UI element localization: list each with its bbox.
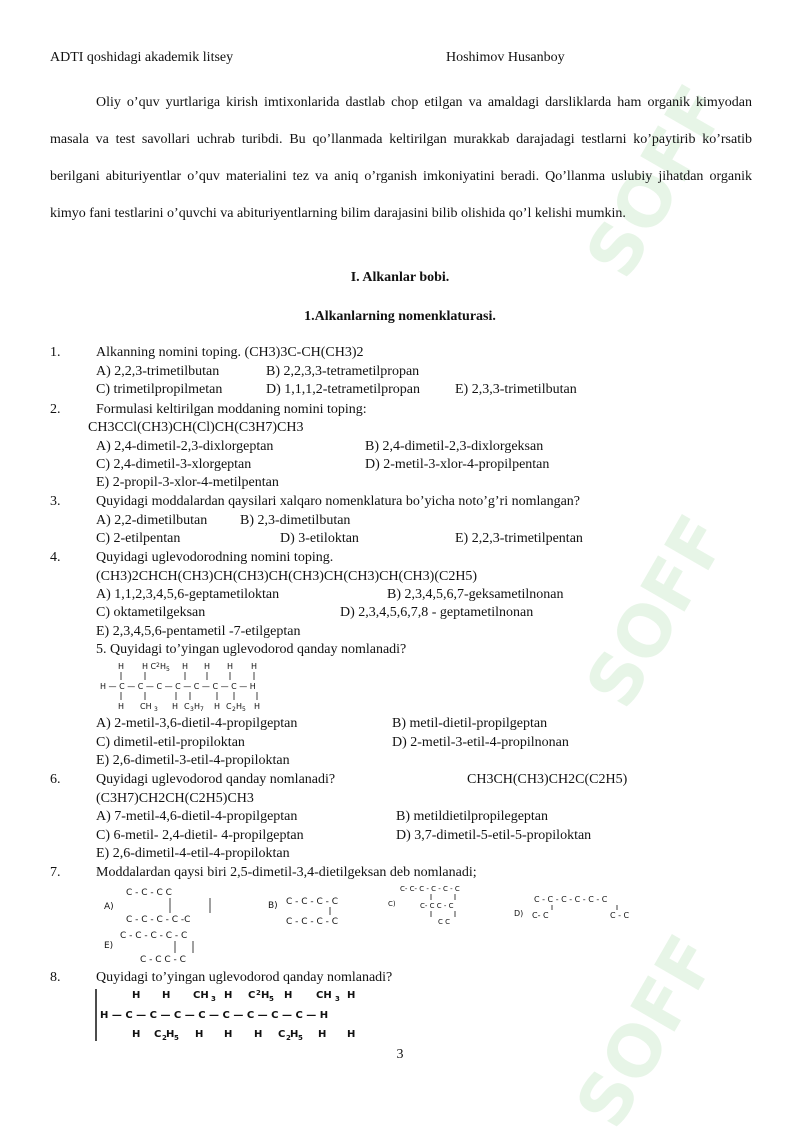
svg-text:C - C - C - C - C -: C - C - C - C - C - C — [534, 895, 608, 904]
svg-text:3: 3 — [190, 706, 194, 712]
intro-text: Oliy o’quv yurtlariga kirish imtixonlarida dastlab chop etilgan va amaldagi darsliklarda ham organik kimyodan masala va test savollari uchrab turibdi. Bu qo’llanmada keltirilgan murakkab darajadagi testlarni ko’paytirib ko’rsatib berilgani abituriyentlar o’quv materialini tez va aniq o’rganish imkoniyatini beradi. Qo’llanma uslubiy jihatdan organik kimyo fani testlarini o’quvchi va abituriyentlarning bilim darajasini bilib olishida qo’l kelishi mumkin. — [50, 95, 752, 221]
svg-text:E): E) — [104, 941, 114, 951]
question-text: Quyidagi uglevodorod qanday nomlanadi? — [96, 772, 336, 787]
svg-text:H: H — [182, 662, 189, 671]
svg-text:C: C — [248, 990, 256, 1001]
option-a: A) 1,1,2,3,4,5,6-geptametiloktan — [96, 587, 280, 602]
option-d: D) 2-metil-3-etil-4-propilnonan — [392, 735, 569, 750]
svg-text:H: H — [204, 662, 211, 671]
svg-text:C C: C C — [438, 918, 451, 926]
svg-text:C - C - C - C: C - C - C - C — [286, 917, 339, 927]
svg-text:C- C C - C: C- C C - C — [420, 902, 454, 910]
option-e: E) 2,3,3-trimetilbutan — [455, 382, 577, 397]
svg-text:H: H — [318, 1029, 327, 1040]
svg-text:H: H — [132, 990, 141, 1001]
svg-text:5: 5 — [174, 1034, 179, 1042]
option-d: D) 3-etiloktan — [280, 531, 359, 546]
svg-text:C: C — [226, 702, 232, 711]
section-title: I. Alkanlar bobi. — [350, 270, 450, 285]
option-c: C) 2,4-dimetil-3-xlorgeptan — [96, 457, 252, 472]
svg-text:D): D) — [514, 909, 524, 918]
svg-text:CH: CH — [140, 702, 152, 711]
svg-text:H — C — C — C — C — C — C — C: H — C — C — C — C — C — C — C — C — H — [100, 1010, 329, 1021]
question-formula: (CH3)2CHCH(CH3)CH(CH3)CH(CH3)CH(CH3)CH(CH3)(C2H5) — [96, 569, 478, 584]
header-right: Hoshimov Husanboy — [446, 50, 565, 65]
svg-text:C: C — [184, 702, 190, 711]
svg-text:H: H — [160, 662, 167, 671]
svg-text:2: 2 — [256, 989, 261, 997]
svg-text:3: 3 — [335, 995, 340, 1003]
svg-text:H: H — [162, 990, 171, 1001]
svg-text:H — C — C — C — C — C — C — C: H — C — C — C — C — C — C — C — H — [100, 682, 256, 691]
svg-text:C): C) — [388, 900, 396, 908]
question-text: Quyidagi to’yingan uglevodorod qanday nomlanadi? — [96, 970, 393, 985]
svg-text:7: 7 — [200, 706, 204, 712]
option-b: B) metil-dietil-propilgeptan — [392, 716, 548, 731]
question-number: 7. — [50, 865, 61, 880]
option-e: E) 2,3,4,5,6-pentametil -7-etilgeptan — [96, 624, 301, 639]
svg-text:C - C - C - C: C - C - C - C — [286, 897, 339, 907]
question-text: Alkanning nomini toping. (CH3)3C-CH(CH3)2 — [96, 345, 364, 360]
svg-text:H: H — [261, 990, 270, 1001]
svg-text:5: 5 — [242, 706, 246, 712]
svg-text:H: H — [194, 702, 201, 711]
option-d: D) 3,7-dimetil-5-etil-5-propiloktan — [396, 828, 592, 843]
svg-text:C - C - C - C - C: C - C - C - C - C — [120, 931, 188, 941]
option-c: C) 2-etilpentan — [96, 531, 181, 546]
header-left: ADTI qoshidagi akademik litsey — [50, 50, 234, 65]
question-number: 2. — [50, 402, 61, 417]
svg-text:H: H — [166, 1029, 175, 1040]
option-a: A) 2-metil-3,6-dietil-4-propilgeptan — [96, 716, 298, 731]
option-e: E) 2,6-dimetil-4-etil-4-propiloktan — [96, 846, 290, 861]
option-e: E) 2-propil-3-xlor-4-metilpentan — [96, 475, 279, 490]
svg-text:H: H — [195, 1029, 204, 1040]
svg-text:H: H — [214, 702, 221, 711]
intro-paragraph — [50, 84, 752, 232]
option-d: D) 1,1,1,2-tetrametilpropan — [266, 382, 420, 397]
svg-text:3: 3 — [211, 995, 216, 1003]
svg-text:5: 5 — [166, 666, 170, 673]
question-text: 5. Quyidagi to’yingan uglevodorod qanday nomlanadi? — [96, 642, 407, 657]
svg-text:B): B) — [268, 901, 278, 911]
question-number: 4. — [50, 550, 61, 565]
svg-text:2: 2 — [286, 1034, 291, 1042]
question-number: 8. — [50, 970, 61, 985]
option-b: B) metildietilpropilegeptan — [396, 809, 549, 824]
svg-text:H: H — [224, 990, 233, 1001]
answer-structures — [100, 882, 660, 968]
svg-text:5: 5 — [269, 995, 274, 1003]
svg-text:H: H — [254, 702, 261, 711]
option-d: D) 2,3,4,5,6,7,8 - geptametilnonan — [340, 605, 534, 620]
svg-text:H C: H C — [142, 662, 157, 671]
svg-text:H: H — [132, 1029, 141, 1040]
svg-text:C: C — [154, 1029, 162, 1040]
svg-text:H: H — [118, 702, 125, 711]
subsection-title: 1.Alkanlarning nomenklaturasi. — [304, 309, 496, 324]
svg-text:H: H — [172, 702, 179, 711]
svg-text:C - C C - C: C - C C - C — [140, 955, 186, 965]
question-formula-continued: (C3H7)CH2CH(C2H5)CH3 — [96, 791, 254, 806]
option-c: C) oktametilgeksan — [96, 605, 206, 620]
structural-formula — [96, 660, 296, 712]
option-b: B) 2,3-dimetilbutan — [240, 513, 351, 528]
watermark: SOFF — [570, 501, 744, 721]
svg-text:H: H — [118, 662, 125, 671]
svg-text:H: H — [227, 662, 234, 671]
question-text: Moddalardan qaysi biri 2,5-dimetil-3,4-dietilgeksan deb nomlanadi; — [96, 865, 477, 880]
question-number: 6. — [50, 772, 61, 787]
option-a: A) 2,2,3-trimetilbutan — [96, 364, 220, 379]
option-a: A) 2,2-dimetilbutan — [96, 513, 208, 528]
option-e: E) 2,2,3-trimetilpentan — [455, 531, 583, 546]
option-c: C) trimetilpropilmetan — [96, 382, 223, 397]
option-c: C) dimetil-etil-propiloktan — [96, 735, 245, 750]
svg-text:C- C: C- C — [532, 911, 549, 920]
question-number: 1. — [50, 345, 61, 360]
option-b: B) 2,4-dimetil-2,3-dixlorgeksan — [365, 439, 544, 454]
option-e: E) 2,6-dimetil-3-etil-4-propiloktan — [96, 753, 290, 768]
option-c: C) 6-metil- 2,4-dietil- 4-propilgeptan — [96, 828, 304, 843]
svg-text:C - C - C - C -C: C - C - C - C -C — [126, 915, 191, 925]
question-text: Formulasi keltirilgan moddaning nomini toping: — [96, 402, 367, 417]
svg-text:A): A) — [104, 902, 114, 912]
question-formula: CH3CH(CH3)CH2C(C2H5) — [467, 772, 628, 787]
question-formula: CH3CCl(CH3)CH(Cl)CH(C3H7)CH3 — [88, 420, 304, 435]
svg-text:H: H — [347, 990, 356, 1001]
watermark: SOFF — [570, 71, 744, 291]
svg-text:CH: CH — [316, 990, 332, 1001]
svg-text:C - C - C C: C - C - C C — [126, 888, 172, 898]
page-number: 3 — [396, 1047, 404, 1062]
watermark: SOFF — [560, 921, 734, 1141]
svg-text:2: 2 — [162, 1034, 167, 1042]
svg-text:H: H — [251, 662, 258, 671]
svg-text:2: 2 — [232, 706, 236, 712]
svg-text:H: H — [236, 702, 243, 711]
svg-text:H: H — [347, 1029, 356, 1040]
svg-text:5: 5 — [298, 1034, 303, 1042]
svg-text:H: H — [224, 1029, 233, 1040]
svg-text:C - C: C - C — [610, 911, 630, 920]
svg-text:CH: CH — [193, 990, 209, 1001]
question-number: 3. — [50, 494, 61, 509]
svg-text:C- C- C - C - C - C: C- C- C - C - C - C — [400, 885, 460, 893]
question-text: Quyidagi moddalardan qaysilari xalqaro nomenklatura bo’yicha noto’g’ri nomlangan? — [96, 494, 581, 509]
option-b: B) 2,2,3,3-tetrametilpropan — [266, 364, 420, 379]
svg-text:H: H — [290, 1029, 299, 1040]
option-a: A) 7-metil-4,6-dietil-4-propilgeptan — [96, 809, 298, 824]
option-a: A) 2,4-dimetil-2,3-dixlorgeptan — [96, 439, 274, 454]
question-text: Quyidagi uglevodorodning nomini toping. — [96, 550, 334, 565]
svg-text:H: H — [254, 1029, 263, 1040]
option-d: D) 2-metil-3-xlor-4-propilpentan — [365, 457, 550, 472]
option-b: B) 2,3,4,5,6,7-geksametilnonan — [387, 587, 564, 602]
svg-text:3: 3 — [154, 706, 158, 712]
svg-text:2: 2 — [156, 662, 160, 669]
svg-text:C: C — [278, 1029, 286, 1040]
structural-formula — [90, 985, 420, 1045]
svg-text:H: H — [284, 990, 293, 1001]
